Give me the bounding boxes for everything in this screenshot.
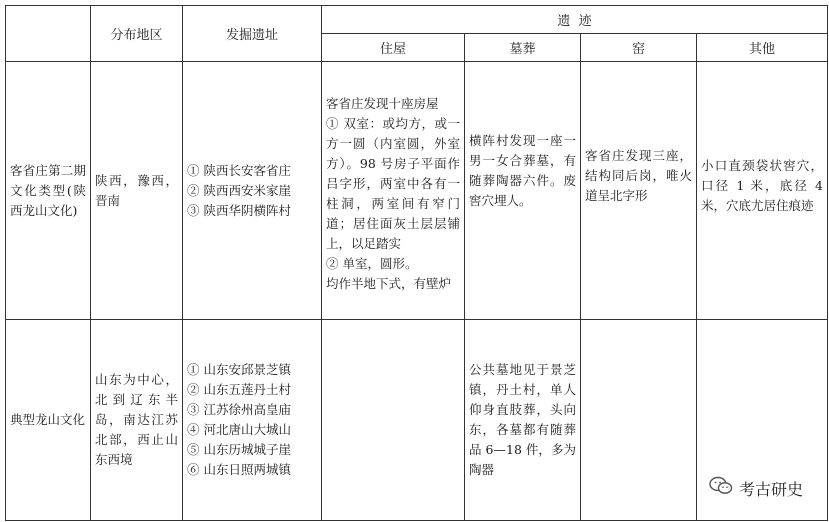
archaeology-table: [5, 5, 828, 521]
burial-header: 墓葬: [465, 34, 581, 62]
housing-line: ① 双室：或均方，或一方一圆（内室圆，外室方）。98 号房子平面作吕字形，两室中各有一柱洞，两室间有窄门道；居住面灰土层层铺上，以足踏实: [326, 115, 460, 251]
culture-name: 客省庄第二期文化类型(陕西龙山文化): [10, 162, 86, 218]
sites-list: [183, 360, 321, 480]
wechat-icon: [709, 476, 739, 500]
burial-cell: 公共墓地见于景芝镇，丹土村，单人仰身直肢葬，头向东，各墓都有随葬品 6—18 件，多为陶器: [469, 362, 576, 477]
site-item: ④ 河北唐山大城山: [187, 422, 291, 437]
housing-line: 均作半地下式，有壁炉: [326, 275, 452, 291]
site-item: ① 山东安邱景芝镇: [187, 362, 291, 377]
other-header: 其他: [697, 34, 828, 62]
table-row: [6, 62, 828, 320]
kiln-header: 窑: [581, 34, 697, 62]
other-cell: 小口直颈袋状窖穴，口径 1 米，底径 4 米，穴底尤居住痕迹: [701, 157, 824, 213]
region-cell: 陕西，豫西，晋南: [95, 172, 178, 208]
housing-line: 客省庄发现十座房屋: [326, 95, 439, 111]
housing-cell: [322, 88, 464, 294]
site-item: ① 陕西长安客省庄: [187, 162, 291, 178]
sites-header: 发掘遗址: [183, 6, 322, 62]
corner-header: [6, 6, 91, 62]
site-item: ③ 陕西华阴横阵村: [187, 202, 291, 218]
site-item: ③ 江苏徐州高皇庙: [187, 402, 291, 417]
region-cell: 山东为中心，北到辽东半岛，南达江苏北部，西止山东西境: [95, 372, 178, 467]
region-header: 分布地区: [91, 6, 183, 62]
housing-header: 住屋: [322, 34, 465, 62]
site-item: ② 山东五莲丹土村: [187, 382, 291, 397]
housing-line: ② 单室，圆形。: [326, 255, 418, 271]
watermark-text: 考古研史: [738, 479, 803, 499]
sites-list: [183, 161, 321, 221]
burial-cell: 横阵村发现一座一男一女合葬墓，有随葬陶器六件。废窖穴埋人。: [469, 132, 576, 208]
culture-name: 典型龙山文化: [10, 412, 86, 427]
watermark: [705, 474, 807, 502]
site-item: ⑤ 山东历城城子崖: [187, 442, 291, 457]
site-item: ⑥ 山东日照两城镇: [187, 462, 291, 477]
kiln-cell: 客省庄发现三座，结构同后岗，唯火道呈北字形: [585, 147, 692, 203]
site-item: ② 陕西西安米家崖: [187, 182, 291, 198]
remains-header: 遗 迹: [322, 6, 828, 34]
